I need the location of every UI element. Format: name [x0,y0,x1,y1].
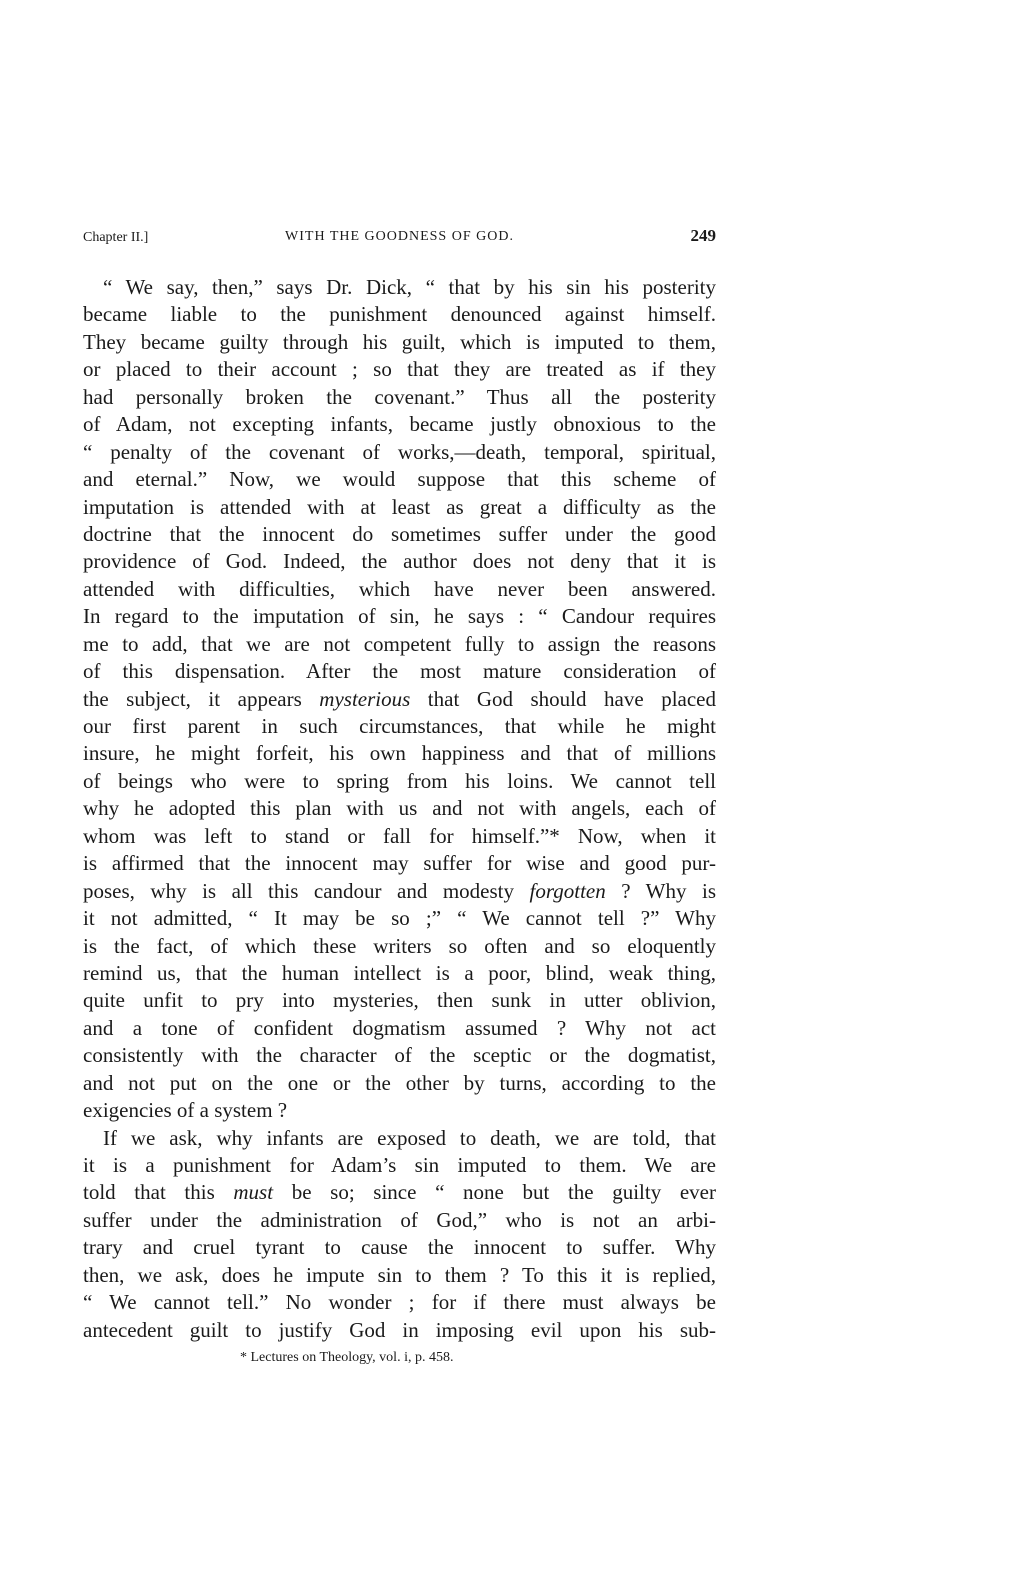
text-line: quite unfit to pry into mysteries, then sunk in utter oblivion, [83,988,716,1013]
footnote: * Lectures on Theology, vol. i, p. 458. [240,1350,454,1365]
text-line: suffer under the administration of God,” who is not an arbi- [83,1207,716,1232]
text-line: the subject, it appears mysterious that God should have placed [83,686,716,711]
text-line: told that this must be so; since “ none but the guilty ever [83,1180,716,1205]
text-line: antecedent guilt to justify God in imposing evil upon his sub- [83,1317,716,1342]
text-line: then, we ask, does he impute sin to them ? To this it is replied, [83,1262,716,1287]
text-line: attended with difficulties, which have never been answered. [83,576,716,601]
text-line: “ penalty of the covenant of works,—death, temporal, spiritual, [83,439,716,464]
text-line: providence of God. Indeed, the author does not deny that it is [83,549,716,574]
page-number: 249 [690,226,716,245]
text-line: insure, he might forfeit, his own happiness and that of millions [83,741,716,766]
text-line: and a tone of confident dogmatism assumed ? Why not act [83,1015,716,1040]
text-line: our first parent in such circumstances, that while he might [83,714,716,738]
text-line: “ We say, then,” says Dr. Dick, “ that by his sin his posterity [103,275,716,299]
text-line: and eternal.” Now, we would suppose that this scheme of [83,467,716,492]
text-line: If we ask, why infants are exposed to death, we are told, that [103,1125,716,1150]
text-line: it not admitted, “ It may be so ;” “ We cannot tell ?” Why [83,906,716,931]
text-line: trary and cruel tyrant to cause the innocent to suffer. Why [83,1235,716,1260]
text-line: of Adam, not excepting infants, became justly obnoxious to the [83,412,716,437]
text-line: consistently with the character of the sceptic or the dogmatist, [83,1043,716,1068]
text-line: remind us, that the human intellect is a poor, blind, weak thing, [83,960,716,985]
text-line: and not put on the one or the other by turns, according to the [83,1070,716,1095]
running-title: WITH THE GOODNESS OF GOD. [285,229,514,244]
text-line: imputation is attended with at least as great a difficulty as the [83,494,716,519]
text-line: They became guilty through his guilt, which is imputed to them, [83,329,716,354]
chapter-label: Chapter II.] [83,230,149,245]
text-line: why he adopted this plan with us and not with angels, each of [83,796,716,821]
text-line: poses, why is all this candour and modesty forgotten ? Why is [83,878,716,903]
text-line: or placed to their account ; so that they are treated as if they [83,357,716,382]
text-line: In regard to the imputation of sin, he says : “ Candour requires [83,604,716,629]
text-line: became liable to the punishment denounced against himself. [83,302,716,327]
text-line: is affirmed that the innocent may suffer for wise and good pur- [83,851,716,876]
text-line: me to add, that we are not competent fully to assign the reasons [83,631,716,656]
running-header [83,226,716,250]
text-line: of this dispensation. After the most mature consideration of [83,659,716,684]
body-text [83,274,716,1344]
text-line: is the fact, of which these writers so often and so eloquently [83,933,716,958]
text-line: exigencies of a system ? [83,1098,288,1123]
text-line: had personally broken the covenant.” Thus all the posterity [83,384,716,409]
text-line: whom was left to stand or fall for himself.”* Now, when it [83,823,716,848]
text-line: it is a punishment for Adam’s sin imputed to them. We are [83,1153,716,1177]
text-line: “ We cannot tell.” No wonder ; for if there must always be [83,1290,716,1315]
text-line: doctrine that the innocent do sometimes suffer under the good [83,521,716,546]
text-line: of beings who were to spring from his loins. We cannot tell [83,768,716,793]
